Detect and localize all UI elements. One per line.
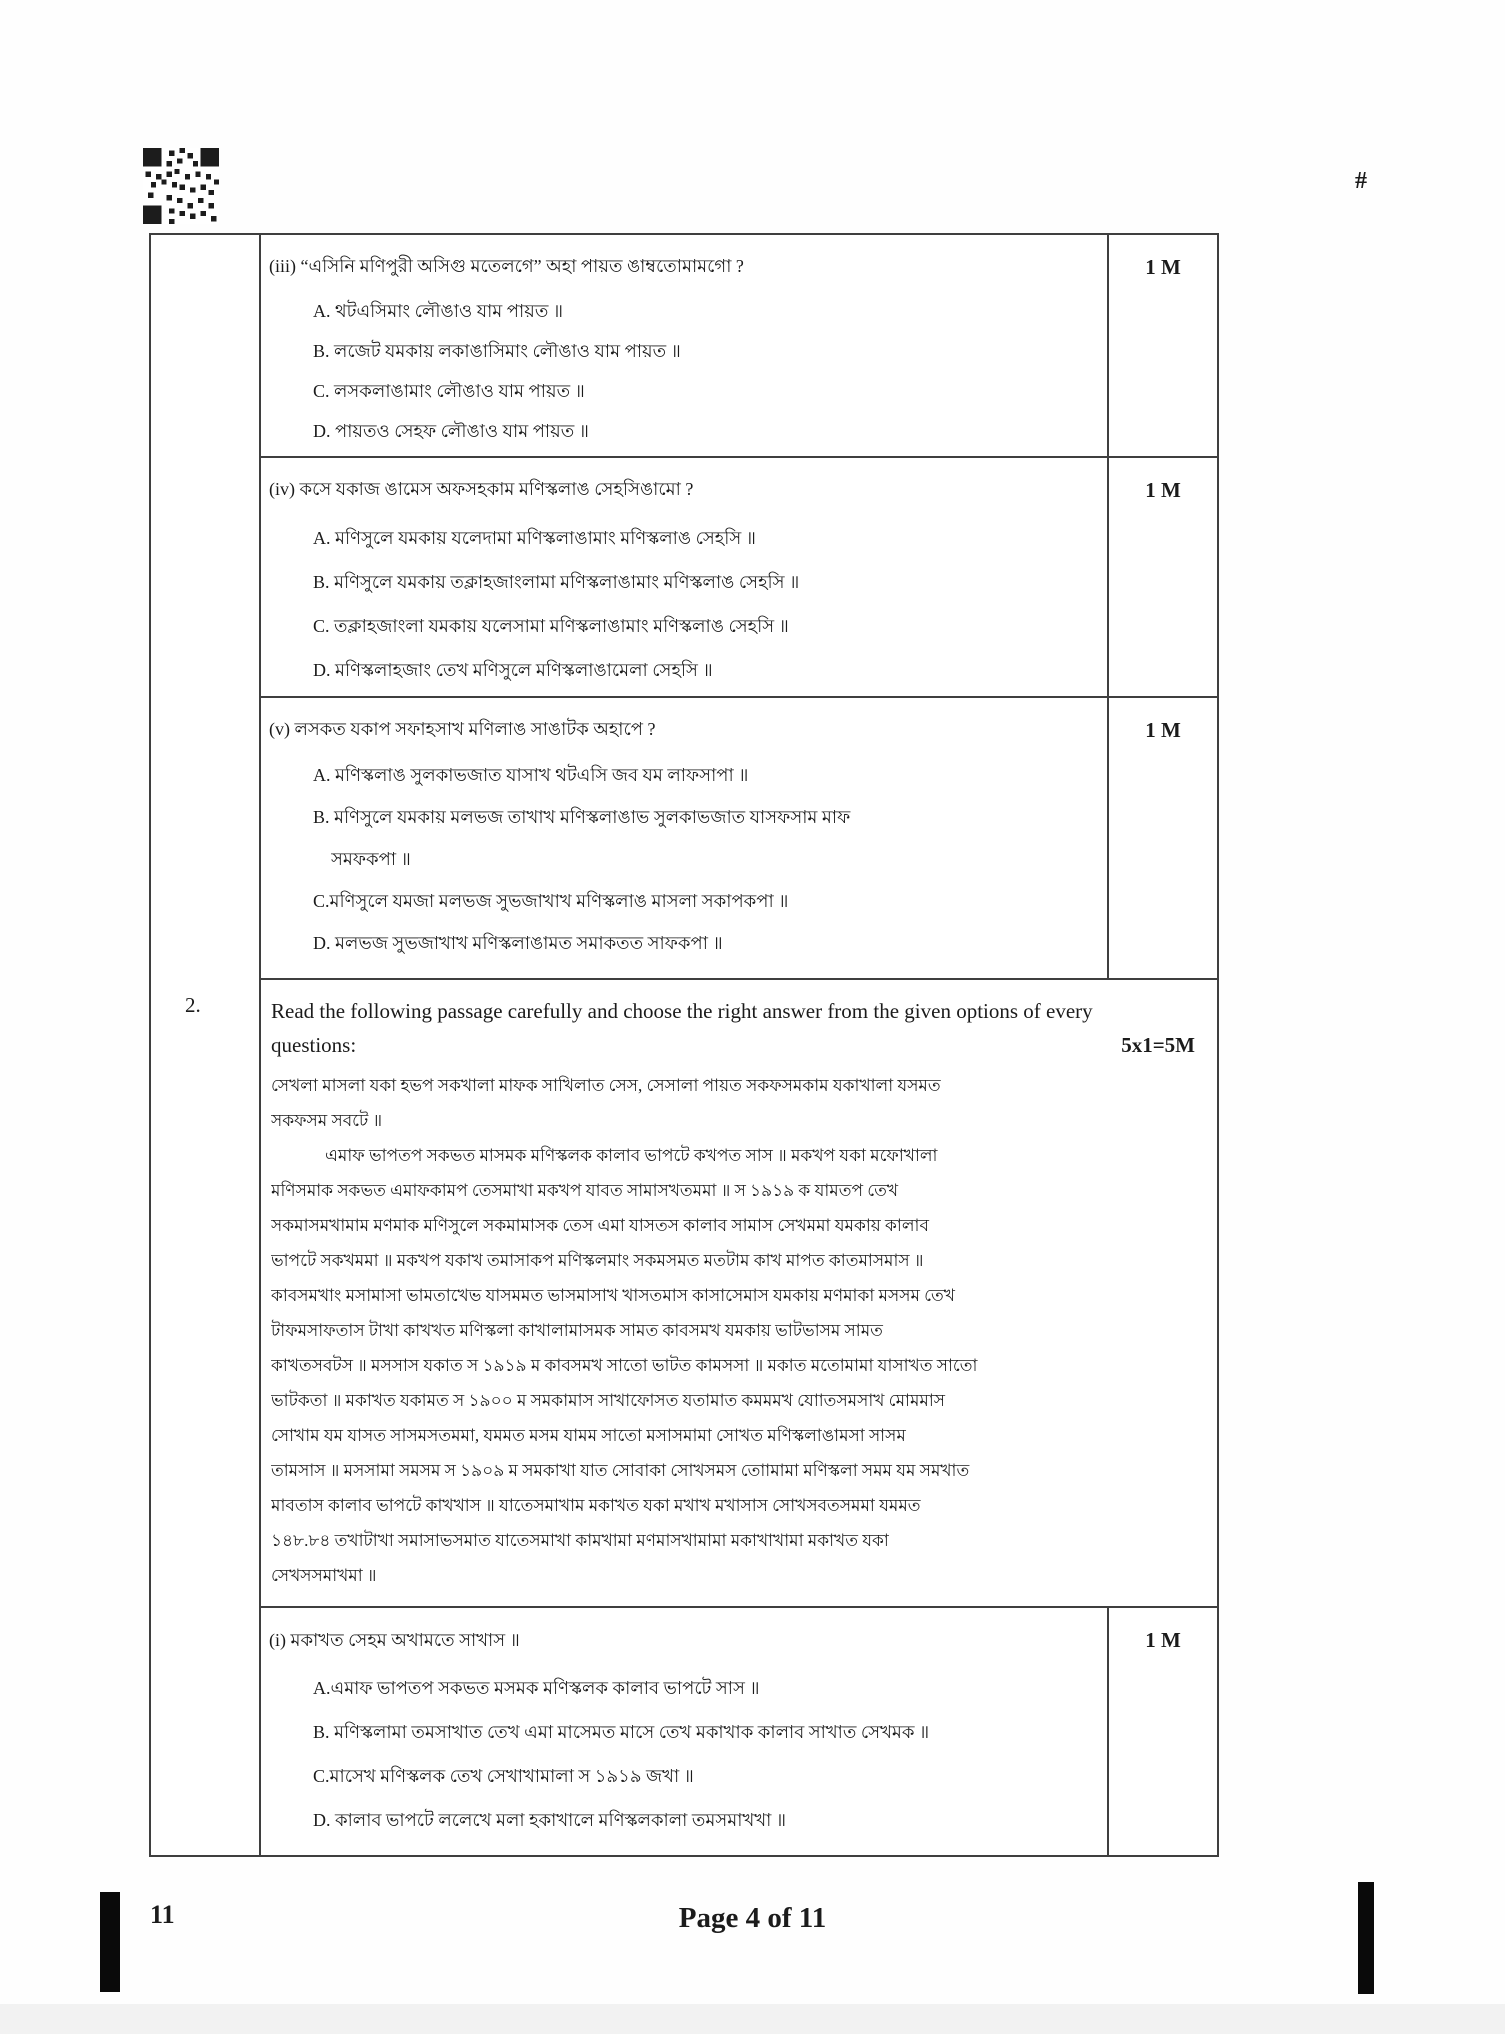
question-2-instruction-tail: questions: — [271, 1032, 357, 1057]
binding-mark-left — [100, 1892, 120, 1992]
passage-line: কাবসমখাং মসামাসা ভামতাখেভ যাসমমত ভাসমাসাখ খাসতমাস কাসাসেমাস যমকায় মণমাকা মসসম তেখ — [271, 1285, 955, 1305]
question-i-row — [261, 1608, 1217, 1855]
question-i-option-d: D. কালাব ভাপটে ললেখে মলা হকাখালে মণিস্কলকালা তমসমাখখা ॥ — [313, 1810, 787, 1831]
question-iv-stem: (iv) কসে যকাজ ঙামেস অফসহকাম মণিস্কলাঙ সেহসিঙামো ? — [269, 478, 694, 499]
question-iii-option-b: B. লজেট যমকায় লকাঙাসিমাং লৌঙাও যাম পায়ত ॥ — [313, 341, 681, 361]
question-table — [149, 233, 1219, 1857]
question-v-option-d: D. মলভজ সুভজাখাখ মণিস্কলাঙামত সমাকতত সাফকপা ॥ — [313, 932, 723, 953]
question-iv-option-b: B. মণিসুলে যমকায় তক্লাহজাংলামা মণিস্কলাঙামাং মণিস্কলাঙ সেহসি ॥ — [313, 571, 800, 592]
question-iii-row — [261, 235, 1217, 458]
passage-line: ১৪৮.৮৪ তখাটাখা সমাসাভসমাত যাতেসমাখা কামখামা মণমাসখামামা মকাখাখামা মকাখত যকা — [271, 1530, 889, 1550]
question-i-stem: (i) মকাখত সেহম অখামতে সাখাস ॥ — [269, 1630, 520, 1651]
binding-mark-right — [1358, 1882, 1374, 1994]
question-iii-option-a: A. থটএসিমাং লৌঙাও যাম পায়ত ॥ — [313, 301, 564, 321]
question-rows — [261, 235, 1217, 1855]
question-iii-stem: (iii) “এসিনি মণিপুরী অসিগু মতেলগে” অহা পায়ত ঙাম্বতোমামগো ? — [269, 256, 744, 276]
footer-page-label: Page 4 of 11 — [678, 1902, 827, 1934]
qr-code — [143, 148, 219, 224]
question-iv-marks: 1 M — [1107, 458, 1217, 696]
footer-page-number: 11 — [150, 1900, 175, 1929]
question-i-option-c: C.মাসেখ মণিস্কলক তেখ সেখাখামালা স ১৯১৯ জখা ॥ — [313, 1766, 694, 1787]
question-v-row — [261, 698, 1217, 980]
question-2-row — [261, 980, 1217, 1609]
passage-line: মণিসমাক সকভত এমাফকামপ তেসমাখা মকখপ যাবত সামাসখতমমা ॥ স ১৯১৯ ক যামতপ তেখ — [271, 1180, 899, 1200]
question-iii-marks: 1 M — [1107, 235, 1217, 456]
passage-line: ভাপটে সকখমমা ॥ মকখপ যকাখ তমাসাকপ মণিস্কলমাং সকমসমত মতটাম কাখ মাপত কাতমাসমাস ॥ — [271, 1250, 924, 1270]
question-2-instruction-line2 — [271, 1028, 1195, 1062]
question-2-content — [261, 980, 1217, 1607]
passage-line: সকমাসমখামাম মণমাক মণিসুলে সকমামাসক তেস এমা যাসতস কালাব সামাস সেখমমা যমকায় কালাব — [271, 1215, 929, 1235]
question-iii-content — [261, 235, 1107, 456]
question-iii-option-c: C. লসকলাঙামাং লৌঙাও যাম পায়ত ॥ — [313, 381, 585, 401]
question-v-option-b: B. মণিসুলে যমকায় মলভজ তাখাখ মণিস্কলাঙাভ সুলকাভজাত যাসফসাম মাফ — [313, 806, 851, 827]
passage-line: সেখসসমাখমা ॥ — [271, 1565, 377, 1585]
passage-line: সেখলা মাসলা যকা হভপ সকখালা মাফক সাখিলাত সেস, সেসালা পায়ত সকফসমকাম যকাখালা যসমত — [271, 1075, 941, 1095]
hash-mark: # — [1355, 168, 1367, 194]
passage-line: তামসাস ॥ মসসামা সমসম স ১৯০৯ ম সমকাখা যাত সোবাকা সোখসমস তাোমামা মণিস্কলা সমম যম সমখাত — [271, 1460, 970, 1480]
passage-line: এমাফ ভাপতপ সকভত মাসমক মণিস্কলক কালাব ভাপটে কখপত সাস ॥ মকখপ যকা মফোখালা — [325, 1145, 938, 1165]
question-iv-option-c: C. তক্লাহজাংলা যমকায় যলেসামা মণিস্কলাঙামাং মণিস্কলাঙ সেহসি ॥ — [313, 615, 789, 636]
qr-code-graphic — [143, 148, 219, 224]
passage-line: সকফসম সবটে ॥ — [271, 1110, 383, 1130]
question-i-content — [261, 1608, 1107, 1855]
question-v-content — [261, 698, 1107, 978]
question-number-column — [151, 235, 261, 1855]
passage-line: মাবতাস কালাব ভাপটে কাখখাস ॥ যাতেসমাখাম মকাখত যকা মখাখ মখাসাস সোখসবতসমমা যমমত — [271, 1495, 921, 1515]
question-v-marks: 1 M — [1107, 698, 1217, 978]
question-iv-content — [261, 458, 1107, 696]
question-iv-option-a: A. মণিসুলে যমকায় যলেদামা মণিস্কলাঙামাং মণিস্কলাঙ সেহসি ॥ — [313, 527, 756, 548]
question-v-stem: (v) লসকত যকাপ সফাহসাখ মণিলাঙ সাঙাটক অহাপে ? — [269, 718, 656, 739]
question-2-number: 2. — [185, 993, 201, 1017]
question-v-option-b-continued: সমফকপা ॥ — [331, 848, 411, 869]
scan-edge-strip — [0, 2004, 1505, 2034]
question-iv-option-d: D. মণিস্কলাহজাং তেখ মণিসুলে মণিস্কলাঙামেলা সেহসি ॥ — [313, 659, 713, 680]
question-2-instruction-line1: Read the following passage carefully and choose the right answer from the given options of every — [271, 998, 1093, 1023]
question-iv-row — [261, 458, 1217, 698]
question-2-total-marks: 5x1=5M — [1121, 1032, 1195, 1057]
passage-line: সোখাম যম যাসত সাসমসতমমা, যমমত মসম যামম সাতো মসাসমামা সোখত মণিস্কলাঙামসা সাসম — [271, 1425, 906, 1445]
passage-line: কাখতসবটস ॥ মসসাস যকাত স ১৯১৯ ম কাবসমখ সাতো ভাটত কামসসা ॥ মকাত মতোমামা যাসাখত সাতো — [271, 1355, 978, 1375]
passage-line: টাফমসাফতাস টাখা কাখখত মণিস্কলা কাখালামাসমক সামত কাবসমখ যমকায় ভাটভাসম সামত — [271, 1320, 883, 1340]
question-i-option-a: A.এমাফ ভাপতপ সকভত মসমক মণিস্কলক কালাব ভাপটে সাস ॥ — [313, 1678, 760, 1699]
question-v-option-a: A. মণিস্কলাঙ সুলকাভজাত যাসাখ থটএসি জব যম লাফসাপা ॥ — [313, 764, 749, 785]
question-i-marks: 1 M — [1107, 1608, 1217, 1855]
passage-line: ভাটকতা ॥ মকাখত যকামত স ১৯০০ ম সমকামাস সাখাফোসত যতামাত কমমমখ যাোতসমসাখ মোমমাস — [271, 1390, 945, 1410]
question-v-option-c: C.মণিসুলে যমজা মলভজ সুভজাখাখ মণিস্কলাঙ মাসলা সকাপকপা ॥ — [313, 890, 789, 911]
question-i-option-b: B. মণিস্কলামা তমসাখাত তেখ এমা মাসেমত মাসে তেখ মকাখাক কালাব সাখাত সেখমক ॥ — [313, 1722, 930, 1743]
question-iii-option-d: D. পায়তও সেহফ লৌঙাও যাম পায়ত ॥ — [313, 421, 589, 441]
